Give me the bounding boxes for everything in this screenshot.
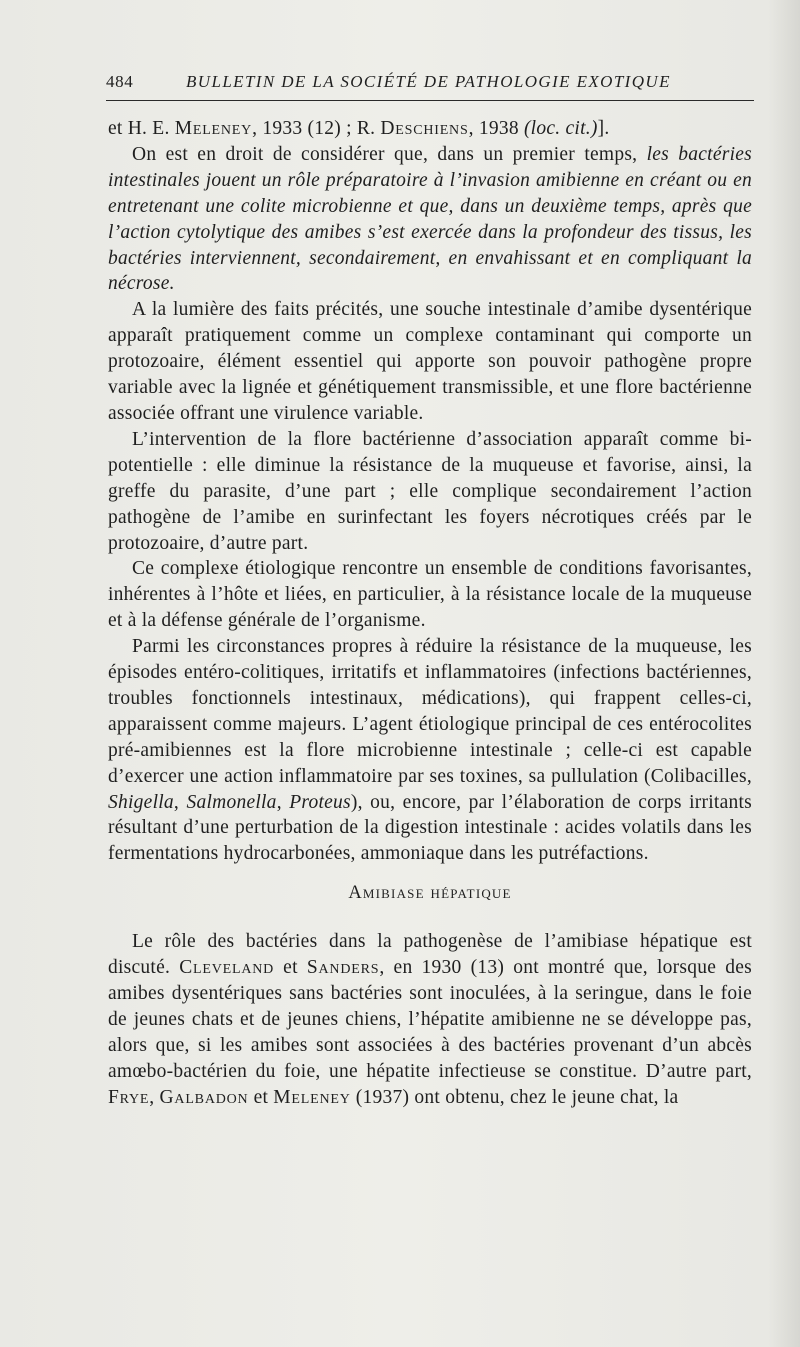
text-run: et	[248, 1086, 274, 1108]
text-run: ,	[149, 1086, 160, 1108]
author-name: Meleney	[273, 1086, 351, 1108]
italic-text: les bactéries intestinales jouent un rôle préparatoire à l’invasion amibienne en créant ou en entretenant une colite microbienne et que, dans un deuxième temps, après que l’action cytolytique des amibes s’est exercée dans la profondeur des tissus, les bactéries interviennent, secondairement, en envahissant et en compliquant la nécrose.	[108, 143, 753, 295]
italic-text: Proteus	[289, 791, 351, 813]
paragraph: L’intervention de la flore bactérienne d’association apparaît comme bi-potentielle : elle diminue la résistance de la muqueuse et favorise, ainsi, la greffe du parasite, d’une part ; elle complique secondairement l’action pathogène de l’amibe en surinfectant les foyers nécrotiques créés par le protozoaire, d’autre part.	[108, 428, 752, 554]
text-run: , 1938	[468, 118, 524, 139]
paragraph: Ce complexe étiologique rencontre un ensemble de conditions favorisantes, inhérentes à l’hôte et liées, en particulier, à la résistance locale de la muqueuse et à la défense générale de l’organisme.	[108, 558, 752, 632]
text-run: , en 1930 (13) ont montré que, lorsque des amibes dysentériques sans bactéries sont inoculées, à la seringue, dans le foie de jeunes chats et de jeunes chiens, l’hépatite amibienne ne se développe pas, alors que, si les amibes sont associées à des bactéries provenant d’un abcès amœbo-bactérien du foie, une hépatite infectieuse se constitue. D’autre part,	[108, 957, 752, 1082]
text-run: et	[274, 957, 307, 979]
text-run: Le rôle des bactéries dans la pathogenèse de l’amibiase hépatique est discuté.	[108, 931, 752, 979]
text-run: , 1933 (12) ; R.	[252, 118, 381, 139]
author-name: Meleney	[174, 118, 253, 139]
journal-title: BULLETIN DE LA SOCIÉTÉ DE PATHOLOGIE EXOTIQUE	[186, 72, 671, 91]
text-run: (1937) ont obtenu, chez le jeune chat, la	[350, 1086, 679, 1108]
section-heading: Amibiase hépatique	[348, 883, 512, 904]
paragraph-continuation	[108, 116, 752, 142]
text-run: et H. E.	[108, 118, 175, 139]
paragraph	[108, 634, 752, 867]
author-name: Galbadon	[159, 1086, 249, 1108]
text-run: ].	[597, 118, 610, 139]
italic-text: Salmonella	[186, 791, 277, 813]
article-body	[108, 116, 752, 1111]
paragraph	[108, 929, 752, 1110]
text-run: On est en droit de considérer que, dans un premier temps,	[132, 143, 647, 165]
page-number: 484	[106, 72, 134, 91]
text-run: Parmi les circonstances propres à réduire la résistance de la muqueuse, les épisodes entéro-colitiques, irritatifs et inflammatoires (infections bactériennes, troubles fonctionnels intestinaux, médications), qui frappent celles-ci, apparaissent comme majeurs. L’agent étiologique principal de ces entérocolites pré-amibiennes est la flore microbienne intestinale ; celle-ci est capable d’exercer une action inflammatoire par ses toxines, sa pullulation (Colibacilles,	[108, 636, 752, 787]
paragraph: A la lumière des faits précités, une souche intestinale d’amibe dysentérique apparaît pratiquement comme un complexe contaminant qui comporte un protozoaire, élément essentiel qui apporte son pouvoir pathogène propre variable avec la lignée et génétiquement transmissible, et une flore bactérienne associée offrant une virulence variable.	[108, 299, 752, 424]
text-run: ,	[173, 791, 187, 813]
text-run: ), ou, encore, par l’élaboration de corps irritants résultant d’une perturbation de la digestion intestinale : acides volatils dans les fermentations hydrocarbonées, ammoniaque dans les putréfactions.	[108, 791, 752, 865]
author-name: Sanders	[306, 957, 380, 979]
header-rule	[106, 100, 754, 101]
text-run: ,	[276, 791, 290, 813]
author-name: Cleveland	[179, 957, 275, 979]
author-name: Deschiens	[380, 118, 469, 139]
paragraph	[108, 142, 752, 297]
italic-text: Shigella	[108, 791, 174, 813]
italic-text: (loc. cit.)	[523, 118, 598, 139]
author-name: Frye	[108, 1086, 150, 1108]
